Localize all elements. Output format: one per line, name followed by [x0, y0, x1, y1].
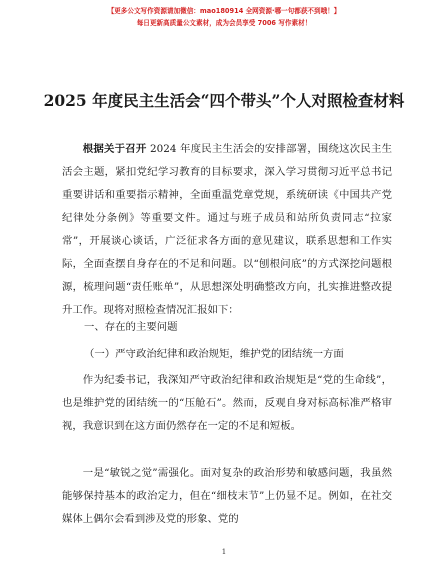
subsection-heading-1-1: （一）严守政治纪律和政治规矩，维护党的团结统一方面 — [84, 348, 344, 360]
page-number: 1 — [221, 548, 227, 556]
intro-lead: 根据关于召开 — [82, 143, 147, 155]
paragraph-3-text: 一是“敏锐之觉”需强化。面对复杂的政治形势和敏感问题，我虽然能够保持基本的政治定力，但在“细枝末节”上仍显不足。例如，在社交媒体上偶尔会看到涉及党的形象、党的 — [62, 467, 392, 525]
intro-paragraph — [62, 138, 392, 322]
paragraph-2 — [62, 369, 392, 438]
paragraph-2-text: 作为纪委书记，我深知严守政治纪律和政治规矩是“党的生命线”，也是维护党的团结统一的“压舱石”。然而，反观自身对标高标准严格审视，我意识到在这方面仍然存在一定的不足和短板。 — [62, 374, 392, 432]
document-title: 2025 年度民主生活会“四个带头”个人对照检查材料 — [43, 91, 405, 110]
intro-text: 2024 年度民主生活会的安排部署，围绕这次民主生活会主题，紧扣党纪学习教育的目标要求，深入学习贯彻习近平总书记重要讲话和重要指示精神，全面重温党章党规，系统研读《中国共产党纪律处分条例》等重要文件。通过与班子成员和站所负责同志“拉家常”，开展谈心谈话，广泛征求各方面的意见建议，联系思想和工作实际，全面查摆自身存在的不足和问题。以“刨根问底”的方式深挖问题根源，梳理问题“责任账单”，从思想深处明确整改方向，扎实推进整改提升工作。现将对照检查情况汇报如下： — [62, 143, 392, 316]
paragraph-3 — [62, 462, 392, 531]
section-heading-1: 一、存在的主要问题 — [84, 321, 178, 333]
promo-banner-line1: 【更多公文写作资源请加微信：mao180914 全网资源·哪一句都获不到哦！】 — [107, 7, 341, 15]
promo-banner-line2: 每日更新高质量公文素材，成为会员享受 7006 写作素材！ — [136, 19, 312, 27]
